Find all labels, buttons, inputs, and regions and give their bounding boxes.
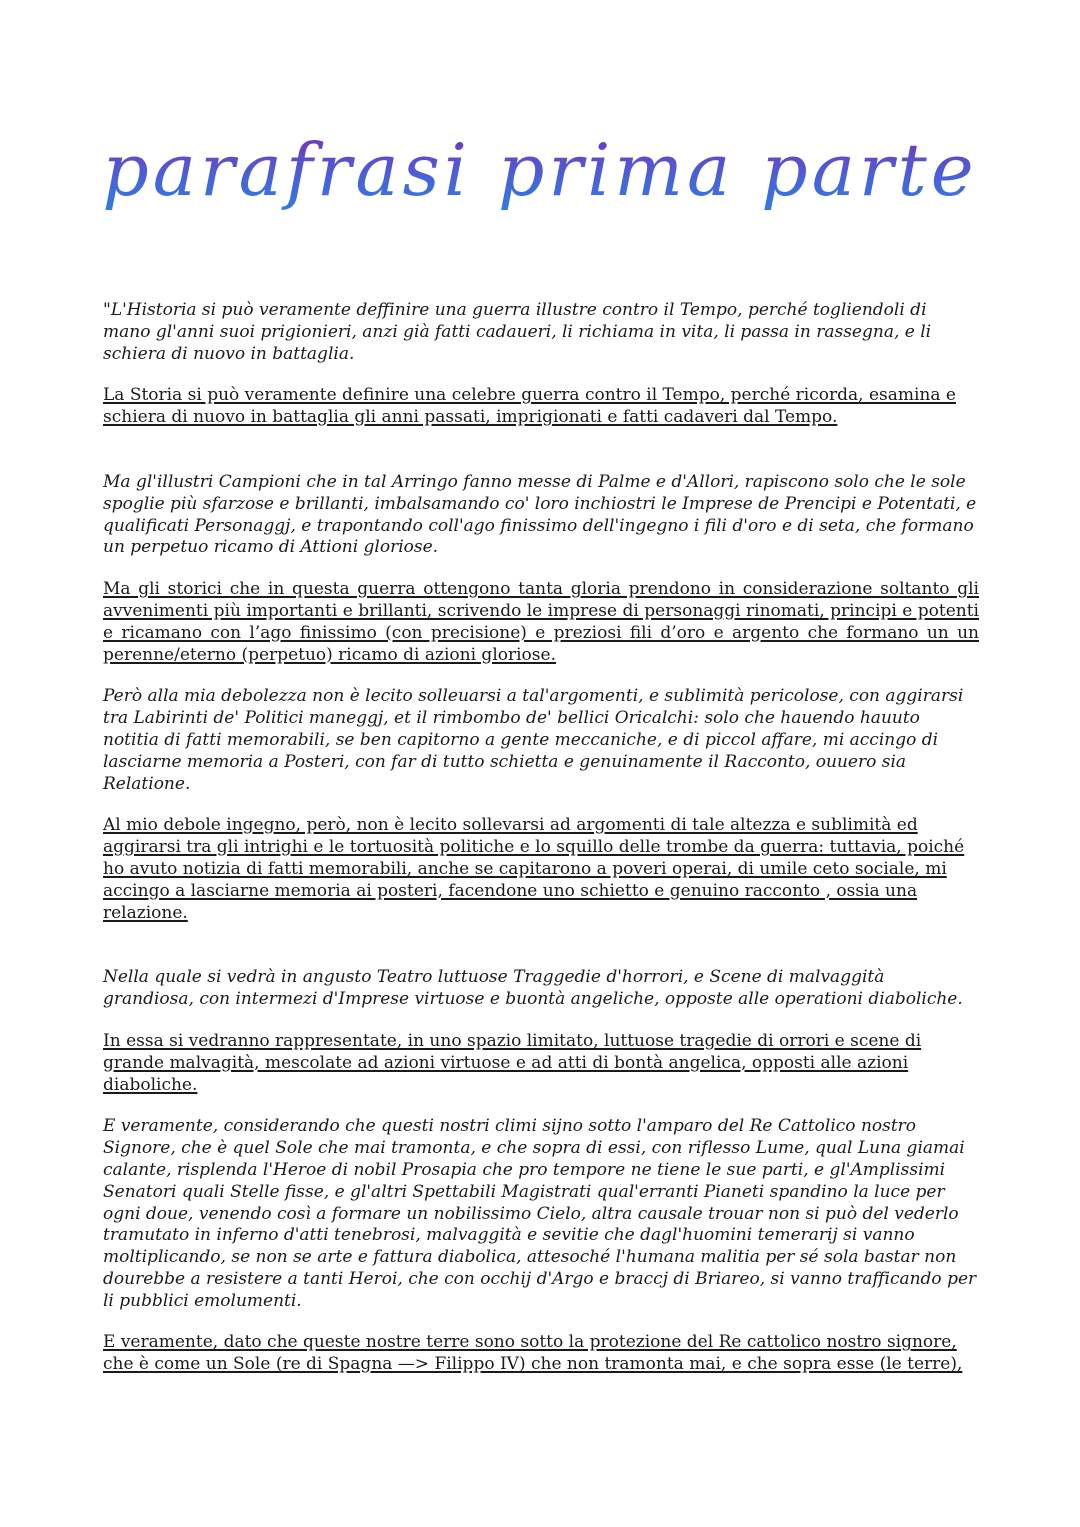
title-text: parafrasi prima parte	[102, 129, 978, 213]
page-title	[100, 95, 980, 265]
original-text-4: Nella quale si vedrà in angusto Teatro luttuose Traggedie d'horrori, e Scene di malvaggità grandiosa, con intermezi d'Imprese virtuose e buontà angeliche, opposte alle operationi diaboliche.	[103, 967, 963, 1010]
document-body	[103, 300, 979, 1376]
paraphrase-text-3: Al mio debole ingegno, però, non è lecito sollevarsi ad argomenti di tale altezza e sublimità ed aggirarsi tra gli intrighi e le tortuosità politiche e lo squillo delle trombe da guerra: tuttavia, poiché ho avuto notizia di fatti memorabili, anche se capitarono a poveri operai, di umile ceto sociale, mi accingo a lasciarne memoria ai posteri, facendone uno schietto e genuino racconto , ossia una relazione.	[103, 815, 965, 923]
paraphrase-text-2: Ma gli storici che in questa guerra ottengono tanta gloria prendono in considerazione soltanto gli avvenimenti più importanti e brillanti, scrivendo le imprese di personaggi rinomati, principi e potenti e ricamano con l’ago finissimo (con precisione) e preziosi fili d’oro e argento che formano un un perenne/eterno (perpetuo) ricamo di azioni gloriose.	[103, 579, 979, 665]
paraphrase-text-1: La Storia si può veramente definire una celebre guerra contro il Tempo, perché ricorda, esamina e schiera di nuovo in battaglia gli anni passati, imprigionati e fatti cadaveri dal Tempo.	[103, 385, 956, 428]
original-text-3: Però alla mia debolezza non è lecito solleuarsi a tal'argomenti, e sublimità pericolose, con aggirarsi tra Labirinti de' Politici maneggj, et il rimbombo de' bellici Oricalchi: solo che hauendo hauuto notitia di fatti memorabili, se ben capitorno a gente meccaniche, e di piccol affare, mi accingo di lasciarne memoria a Posteri, con far di tutto schietta e genuinamente il Racconto, ouuero sia Relatione.	[103, 686, 964, 794]
original-text-1: "L'Historia si può veramente deffinire una guerra illustre contro il Tempo, perché togliendoli di mano gl'anni suoi prigionieri, anzi già fatti cadaueri, li richiama in vita, li passa in rassegna, e li schiera di nuovo in battaglia.	[103, 300, 932, 364]
original-text-5: E veramente, considerando che questi nostri climi sijno sotto l'amparo del Re Cattolico nostro Signore, che è quel Sole che mai tramonta, e che sopra di essi, con riflesso Lume, qual Luna giamai calante, risplenda l'Heroe di nobil Prosapia che pro tempore ne tiene le sue parti, e gl'Amplissimi Senatori quali Stelle fisse, e gl'altri Spettabili Magistrati qual'erranti Pianeti spandino la luce per ogni doue, venendo così a formare un nobilissimo Cielo, altra causale trouar non si può del vederlo tramutato in inferno d'atti tenebrosi, malvaggità e sevitie che dagl'huomini temerarij si vanno moltiplicando, se non se arte e fattura diabolica, attesoché l'humana malitia per sé sola bastar non dourebbe a resistere a tanti Heroi, che con occhij d'Argo e braccj di Briareo, si vanno trafficando per li pubblici emolumenti.	[103, 1116, 977, 1311]
paraphrase-text-4: In essa si vedranno rappresentate, in uno spazio limitato, luttuose tragedie di orrori e scene di grande malvagità, mescolate ad azioni virtuose e ad atti di bontà angelica, opposti alle azioni diaboliche.	[103, 1030, 922, 1095]
paraphrase-text-5: E veramente, dato che queste nostre terre sono sotto la protezione del Re cattolico nostro signore, che è come un Sole (re di Spagna —> Filippo IV) che non tramonta mai, e che sopra esse (le terre),	[103, 1332, 963, 1375]
title-script	[100, 95, 980, 265]
original-text-2: Ma gl'illustri Campioni che in tal Arringo fanno messe di Palme e d'Allori, rapiscono solo che le sole spoglie più sfarzose e brillanti, imbalsamando co' loro inchiostri le Imprese de Prencipi e Potentati, e qualificati Personaggj, e trapontando coll'ago finissimo dell'ingegno i fili d'oro e di seta, che formano un perpetuo ricamo di Attioni gloriose.	[103, 471, 977, 558]
